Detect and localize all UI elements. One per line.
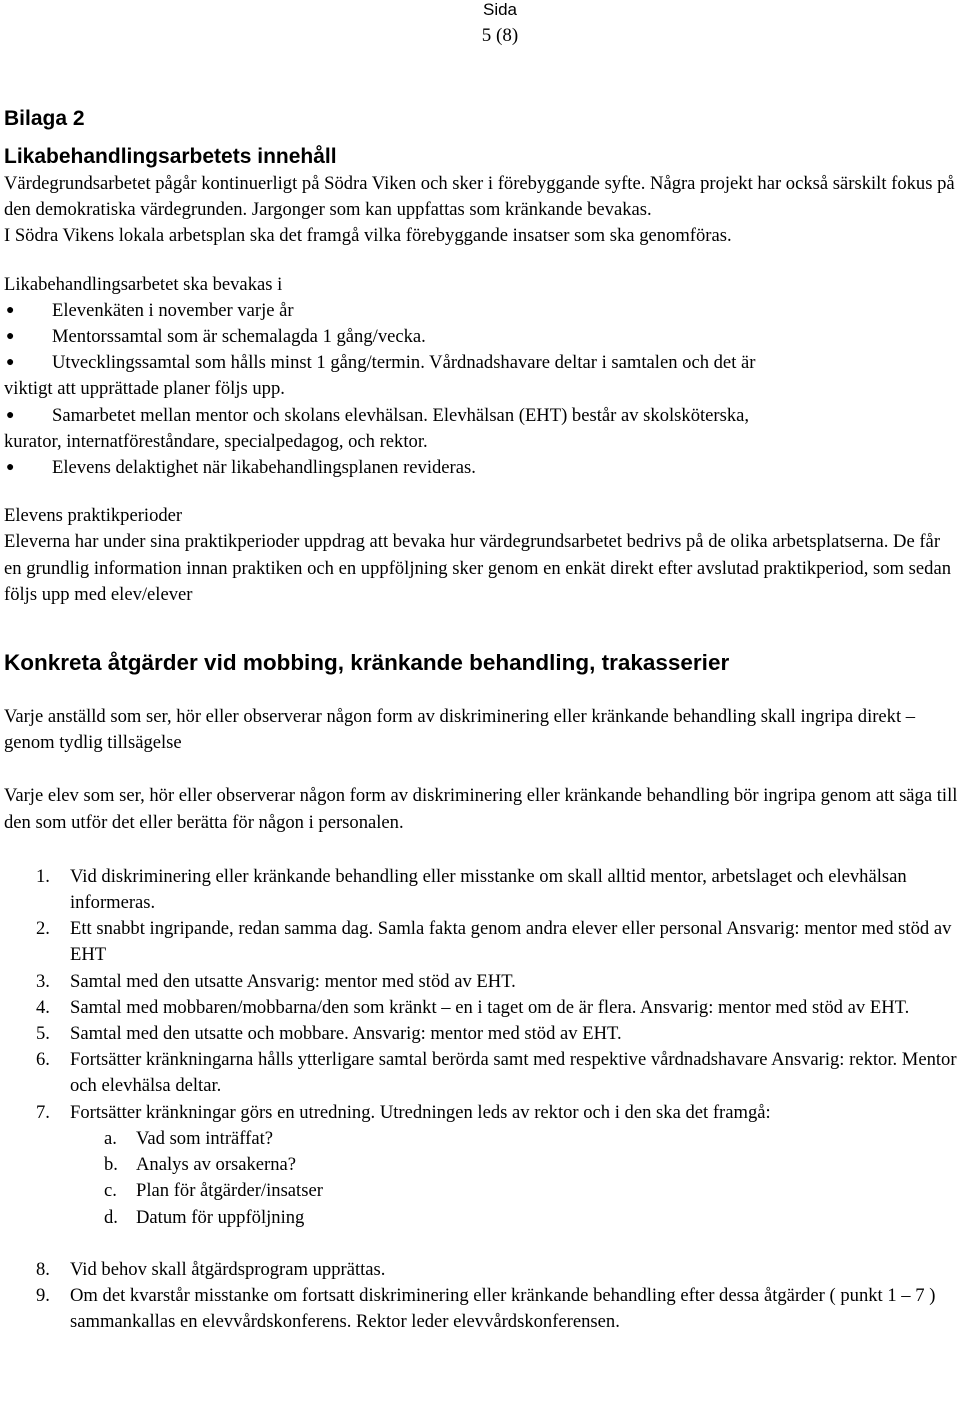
section-heading-actions: Konkreta åtgärder vid mobbing, kränkande behandling, trakasserier bbox=[4, 650, 730, 676]
step-item bbox=[2, 1100, 958, 1231]
bullet-icon: ● bbox=[6, 460, 15, 476]
step-item bbox=[2, 969, 958, 995]
sub-item-letter: d. bbox=[104, 1206, 118, 1228]
step-item bbox=[2, 864, 958, 916]
step-item bbox=[2, 1021, 958, 1047]
step-item bbox=[2, 1047, 958, 1099]
list-item-continuation: kurator, internatföreståndare, specialpedagog, och rektor. bbox=[4, 430, 428, 452]
sub-item-letter: a. bbox=[104, 1127, 117, 1149]
monitoring-list bbox=[2, 298, 958, 481]
step-item bbox=[2, 916, 958, 968]
student-paragraph: Varje elev som ser, hör eller observerar någon form av diskriminering eller kränkande behandling bör ingripa genom att säga till den som utför det eller berätta för någon i personalen. bbox=[4, 785, 958, 833]
sub-item bbox=[2, 1205, 958, 1231]
page-number: 5 (8) bbox=[481, 25, 519, 46]
list-item-text: Mentorssamtal som är schemalagda 1 gång/vecka. bbox=[52, 326, 426, 348]
step-number: 1. bbox=[36, 865, 50, 887]
list-item bbox=[2, 455, 958, 481]
step-number: 7. bbox=[36, 1101, 50, 1123]
bullet-icon: ● bbox=[6, 407, 15, 423]
step-text: Fortsätter kränkningarna hålls ytterligare samtal berörda samt med respektive vårdnadshavare Ansvarig: rektor. Mentor och elevhälsa deltar. bbox=[70, 1049, 957, 1097]
sub-item-text: Plan för åtgärder/insatser bbox=[136, 1180, 323, 1202]
step-number: 9. bbox=[36, 1284, 50, 1306]
step-number: 8. bbox=[36, 1258, 50, 1280]
staff-paragraph: Varje anställd som ser, hör eller observerar någon form av diskriminering eller kränkande behandling skall ingripa direkt – genom tydlig tillsägelse bbox=[4, 706, 916, 754]
investigation-sublist bbox=[70, 1126, 958, 1231]
step-number: 3. bbox=[36, 970, 50, 992]
sub-item-text: Analys av orsakerna? bbox=[136, 1154, 297, 1176]
sub-item-text: Vad som inträffat? bbox=[136, 1127, 274, 1149]
list-item-continuation: viktigt att upprättade planer följs upp. bbox=[4, 378, 285, 400]
sub-item-letter: c. bbox=[104, 1180, 117, 1202]
step-number: 6. bbox=[36, 1049, 50, 1071]
step-number: 2. bbox=[36, 918, 50, 940]
list-item bbox=[2, 298, 958, 324]
step-text: Samtal med den utsatte och mobbare. Ansvarig: mentor med stöd av EHT. bbox=[70, 1023, 622, 1045]
step-text: Vid diskriminering eller kränkande behandling eller misstanke om skall alltid mentor, arbetslaget och elevhälsan informeras. bbox=[70, 865, 907, 914]
list-item-text: Elevens delaktighet när likabehandlingsplanen revideras. bbox=[52, 457, 476, 479]
appendix-title: Bilaga 2 bbox=[4, 107, 85, 130]
step-text: Vid behov skall åtgärdsprogram upprättas. bbox=[70, 1258, 386, 1280]
step-item bbox=[2, 1257, 958, 1283]
bullet-icon: ● bbox=[6, 329, 15, 345]
list-item-text: Elevenkäten i november varje år bbox=[52, 299, 294, 321]
step-text: Fortsätter kränkningar görs en utredning. Utredningen leds av rektor och i den ska det framgå: bbox=[70, 1101, 771, 1123]
step-text: Samtal med den utsatte Ansvarig: mentor med stöd av EHT. bbox=[70, 970, 516, 992]
list-item-text: Samarbetet mellan mentor och skolans elevhälsan. Elevhälsan (EHT) består av skolsköterska, bbox=[52, 404, 750, 426]
list-item-text: Utvecklingssamtal som hålls minst 1 gång/termin. Vårdnadshavare deltar i samtalen och det är bbox=[52, 352, 756, 374]
sub-item bbox=[2, 1178, 958, 1204]
step-text: Samtal med mobbaren/mobbarna/den som kränkt – en i taget om de är flera. Ansvarig: mentor med stöd av EHT. bbox=[70, 996, 910, 1018]
bullet-icon: ● bbox=[6, 302, 15, 318]
step-item bbox=[2, 995, 958, 1021]
plan-paragraph: I Södra Vikens lokala arbetsplan ska det framgå vilka förebyggande insatser som ska genomföras. bbox=[4, 225, 732, 247]
action-steps-list bbox=[2, 864, 958, 1335]
list-item bbox=[2, 324, 958, 350]
sub-item-text: Datum för uppföljning bbox=[136, 1206, 305, 1228]
step-text: Om det kvarstår misstanke om fortsatt diskriminering eller kränkande behandling efter dessa åtgärder ( punkt 1 – 7 ) sammankallas en elevvårdskonferens. Rektor leder elevvårdskonferensen. bbox=[70, 1284, 936, 1333]
section-heading-content: Likabehandlingsarbetets innehåll bbox=[4, 145, 337, 168]
step-text: Ett snabbt ingripande, redan samma dag. Samla fakta genom andra elever eller personal Ansvarig: mentor med stöd av EHT bbox=[70, 918, 952, 966]
bullet-list-intro: Likabehandlingsarbetet ska bevakas i bbox=[4, 273, 283, 295]
page-label: Sida bbox=[482, 0, 518, 19]
sub-item bbox=[2, 1126, 958, 1152]
page-header bbox=[400, 0, 600, 48]
practice-paragraph: Eleverna har under sina praktikperioder uppdrag att bevaka hur värdegrundsarbetet bedrivs på de olika arbetsplatserna. De får en grundlig information innan praktiken och en uppföljning sker genom en enkät direkt efter avslutad praktikperiod, som sedan följs upp med elev/elever bbox=[4, 531, 951, 605]
list-item bbox=[2, 350, 958, 402]
practice-heading: Elevens praktikperioder bbox=[4, 505, 183, 527]
intro-paragraph: Värdegrundsarbetet pågår kontinuerligt på Södra Viken och sker i förebyggande syfte. Några projekt har också särskilt fokus på den demokratiska värdegrunden. Jargonger som kan uppfattas som kränkande bevakas. bbox=[4, 173, 955, 221]
bullet-icon: ● bbox=[6, 355, 15, 371]
list-item bbox=[2, 403, 958, 455]
document-body bbox=[2, 104, 958, 1335]
step-number: 5. bbox=[36, 1023, 50, 1045]
step-item bbox=[2, 1283, 958, 1335]
step-number: 4. bbox=[36, 996, 50, 1018]
sub-item-letter: b. bbox=[104, 1154, 118, 1176]
sub-item bbox=[2, 1152, 958, 1178]
